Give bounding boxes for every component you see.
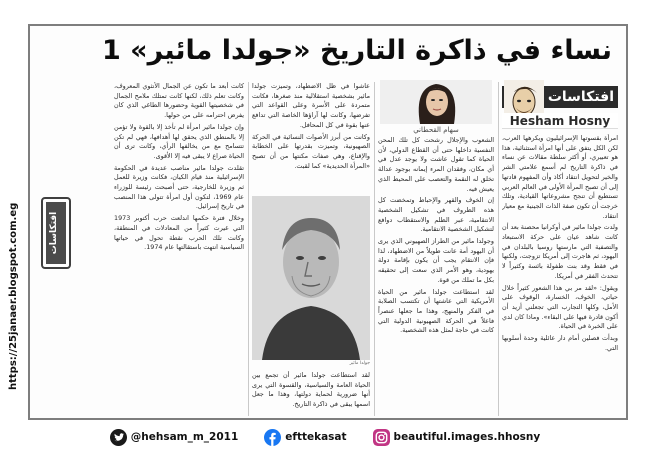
paragraph: عاشوا في ظل الاضطهاد، وتميزت جولدا مائير بشخصية استقلالية منذ صغرها، فكانت متمردة على الأسرة وعلى القواعد التي تفرضها، وكانت لها آراؤها الخاصة التي تدافع عنها بقوة في كل المحافل. — [252, 82, 370, 129]
author-photo — [380, 80, 492, 124]
paragraph: وإن جولدا مائير امرأة لم تأخذ إلا بالقوة ولا تؤمن إلا بالمنطق الذي يحقق لها أهدافها، فهي لم تكن تتسامح مع من يخالفها الرأي، وكانت ترى أن الحياة صراع لا يبقى فيه إلا الأقوى. — [114, 122, 244, 160]
twitter-icon — [110, 429, 127, 446]
paragraph: امرأة بقسوتها الإسرائيليون ويكرهها العرب، لكن الكل يتفق على أنها امرأة استثنائية، هذا هو تعبيري، أو أكثر سلطة مقالات عن نساء في ذاكرة التاريخ لم أسمع علامتي الشر والخير لتحويل انتقاد أكاذ وأن المفهوم قادتها إلى أن تصبح المرأة الأولى في العالم العربي تستطيع أن تنجح مشروعاتها القيادية، وتلك خرجت أن تكون صفة الذات الجينية مع معيار انتقاد. — [502, 134, 618, 220]
twitter-handle[interactable] — [110, 429, 239, 446]
instagram-label: beautiful.images.hhosny — [393, 431, 541, 443]
brand-title-english: Hesham Hosny — [502, 113, 618, 129]
paragraph: وجولدا مائير من الطراز الصهيوني الذي يرى أن اليهود أمة عانت طويلاً من الاضطهاد، لذا فإن الانتقام يجب أن يكون بإقامة دولة يهودية، وهو الأمر الذي سعت إلى تحقيقه بكل ما تملك من قوة. — [378, 237, 494, 284]
paragraph: الشعوب والإجلال رشحت كل تلك المحن النفسية داخلها حتى أن القطاع الدولي، لأن الحياة كما تقول عاشت ولا يوجد عدل في أي مكان، وفقدان المرء إيمانه بوجود عدالة تخلق له النقمة والتعصب على المحيط الذي يعيش فيه. — [378, 136, 494, 193]
text-column-2 — [378, 136, 494, 416]
twitter-label: @hehsam_m_2011 — [130, 431, 239, 443]
author-name: سهام القحطاني — [413, 126, 459, 134]
column-divider — [374, 82, 375, 416]
column-divider — [498, 82, 499, 416]
paragraph: وكانت من أبرز الأصوات النسائية في الحركة الصهيونية، وتميزت بقدرتها على الخطابة والإقناع، وهي صفات مكنتها من أن تصبح «المرأة الحديدية» كما لقبت. — [252, 132, 370, 170]
text-column-3 — [252, 82, 370, 192]
watermark-stamp — [34, 196, 78, 270]
subject-photo — [252, 196, 370, 360]
paragraph: تقلدت جولدا مائير مناصب عديدة في الحكومة الإسرائيلية منذ قيام الكيان، فكانت وزيرة للعمل ثم وزيرة للخارجية، حتى أصبحت رئيسة للوزراء عام 1969، لتكون أول امرأة تتولى هذا المنصب في تاريخ إسرائيل. — [114, 163, 244, 211]
brand-title-arabic: افتكاسات — [547, 89, 614, 105]
social-footer — [0, 424, 650, 450]
column-divider — [248, 82, 249, 416]
text-column-1 — [502, 134, 618, 416]
paragraph: ويقول: «لقد مر بي هذا الشعور كثيراً خلال حياتي، الخوف، الخسارة، الوقوف على الأمل، وكلها التجارب التي تجعلني أزيد أن أكون قادرة فيها على البقاء». وماذا كان لدي على الخبرة في الحياة. — [502, 283, 618, 331]
text-column-5 — [252, 371, 370, 416]
subject-photo-block — [252, 196, 370, 368]
blog-url[interactable]: https://25janaer.blogspot.com.eg — [8, 202, 19, 390]
article-headline: نساء في ذاكرة التاريخ «جولدا مائير» 1 — [101, 35, 612, 66]
text-column-4 — [114, 82, 244, 416]
stamp-text: افتكاسات — [49, 211, 59, 255]
paragraph: لقد استطاعت جولدا مائير أن تجمع بين الحياة العامة والسياسية، والقسوة التي يرى أنها ضرورية لحماية دولتها، وهذا ما جعل اسمها يبقى في ذاكرة التاريخ. — [252, 371, 370, 409]
facebook-icon — [264, 429, 281, 446]
photo-caption: جولدا مائير — [349, 361, 370, 366]
column-brand-header — [502, 80, 618, 132]
newspaper-clipping — [28, 24, 628, 420]
paragraph: وبدأت فصلين أمام دار عائلية وحدة أسلوبها التي. — [502, 334, 618, 352]
paragraph: كانت أبعد ما تكون عن الجمال الأنثوي المعروف، وكانت تعلم ذلك، لكنها كانت تمتلك ملامح الجمال في شخصيتها القوية وحضورها الطاغي الذي كان يفرض احترامه على من حولها. — [114, 82, 244, 120]
author-portrait-block — [380, 80, 492, 136]
instagram-account[interactable] — [373, 429, 541, 446]
paragraph: ولدت جولدا مائير في أوكرانيا محصنة بعد أن كانت شاهد عيان على حركة الاستبعاد والتصفية التي مارستها روسيا بالبلدان في اليهود، ثم هاجرت إلى أمريكا تزوجت، ولكنها في فقط وقد بنت طفولة بائسة وكثيراً لا تتحدث الفقر في أمريكا. — [502, 223, 618, 280]
paragraph: إن الخوف والقهر والإحباط وتمخضت كل هذه الظروف في تشكيل الشخصية الانتقامية، عبر الظلم والاستقطاب دوافع لتشكيل الشخصية الانتقامية. — [378, 196, 494, 234]
paragraph: وخلال فترة حكمها اندلعت حرب أكتوبر 1973 التي غيرت كثيراً من المعادلات في المنطقة، وكانت تلك الحرب نقطة تحول في حياتها السياسية انتهت باستقالتها عام 1974. — [114, 214, 244, 252]
instagram-icon — [373, 429, 390, 446]
facebook-page[interactable] — [264, 429, 346, 446]
facebook-label: efttekasat — [285, 431, 347, 443]
paragraph: لقد استطاعت جولدا مائير من الحياة الأمريكية التي عاشتها أن تكتسب الصلابة في الفكر والمنهج، وهذا ما جعلها عنصراً فاعلاً في الحركة الصهيونية الدولية التي كانت في حاجة لمثل هذه الشخصية. — [378, 287, 494, 335]
